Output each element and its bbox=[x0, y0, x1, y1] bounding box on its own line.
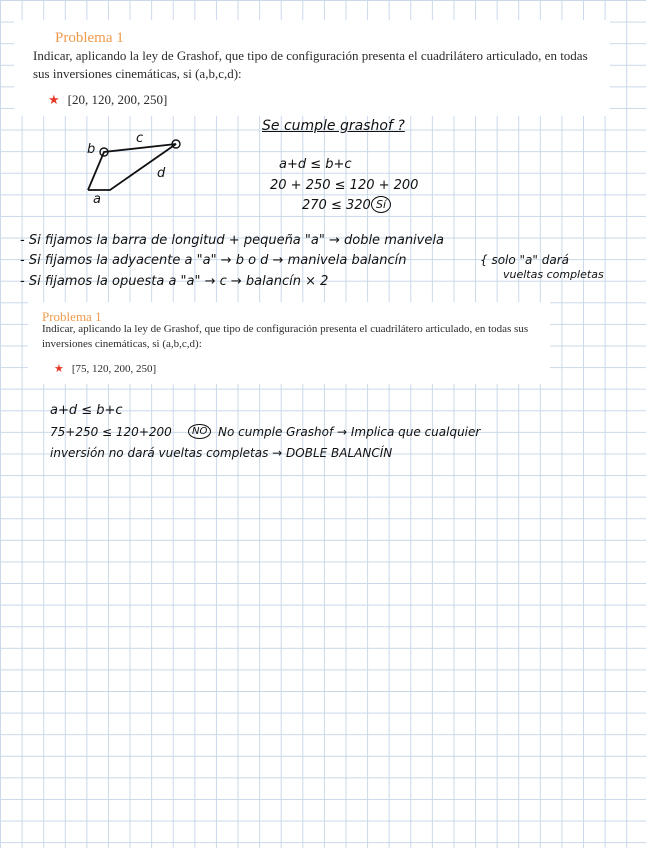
problem1-values bbox=[48, 92, 167, 108]
problem2-values-text: [75, 120, 200, 250] bbox=[71, 363, 157, 375]
calc1-heading: Se cumple grashof ? bbox=[262, 118, 405, 134]
sketch-label-c: c bbox=[136, 131, 144, 146]
problem2-statement: Indicar, aplicando la ley de Grashof, que tipo de configuración presenta el cuadrilátero articulado, en todas sus inversiones cinemáticas, si (a,b,c,d): bbox=[42, 323, 529, 350]
calc2-line2-rest: No cumple Grashof → Implica que cualquier bbox=[218, 425, 481, 439]
calc1-badge: Sí bbox=[371, 196, 391, 213]
problem1-statement: Indicar, aplicando la ley de Grashof, que tipo de configuración presenta el cuadrilátero articulado, en todas sus inversiones cinemáticas, si (a,b,c,d): bbox=[33, 48, 588, 81]
calc1-line1: a+d ≤ b+c bbox=[279, 157, 352, 172]
calc1-line2: 20 + 250 ≤ 120 + 200 bbox=[270, 178, 419, 193]
problem1-title: Problema 1 bbox=[55, 30, 124, 46]
calc1-line3: 270 ≤ 320 bbox=[302, 198, 371, 213]
notes1-line2: - Si fijamos la adyacente a "a" → b o d → manivela balancín bbox=[20, 253, 407, 268]
calc2-line1: a+d ≤ b+c bbox=[50, 403, 123, 418]
star-icon: ★ bbox=[48, 92, 60, 107]
calc2-line3: inversión no dará vueltas completas → DOBLE BALANCÍN bbox=[50, 446, 393, 460]
calc2-badge: NO bbox=[188, 424, 211, 439]
sketch-label-b: b bbox=[87, 142, 96, 157]
sketch-label-a: a bbox=[93, 192, 101, 207]
problem2-values bbox=[54, 362, 156, 375]
problem1-values-text: [20, 120, 200, 250] bbox=[67, 92, 168, 107]
problem2-title: Problema 1 bbox=[42, 309, 102, 324]
notes1-brace1: { solo "a" dará bbox=[480, 253, 569, 267]
sketch-label-d: d bbox=[157, 166, 166, 181]
calc2-line2: 75+250 ≤ 120+200 bbox=[50, 425, 172, 439]
notes1-line1: - Si fijamos la barra de longitud + pequeña "a" → doble manivela bbox=[20, 233, 444, 248]
notes1-line3: - Si fijamos la opuesta a "a" → c → balancín × 2 bbox=[20, 274, 329, 289]
star-icon: ★ bbox=[54, 363, 64, 375]
notes1-brace2: vueltas completas bbox=[503, 268, 604, 281]
